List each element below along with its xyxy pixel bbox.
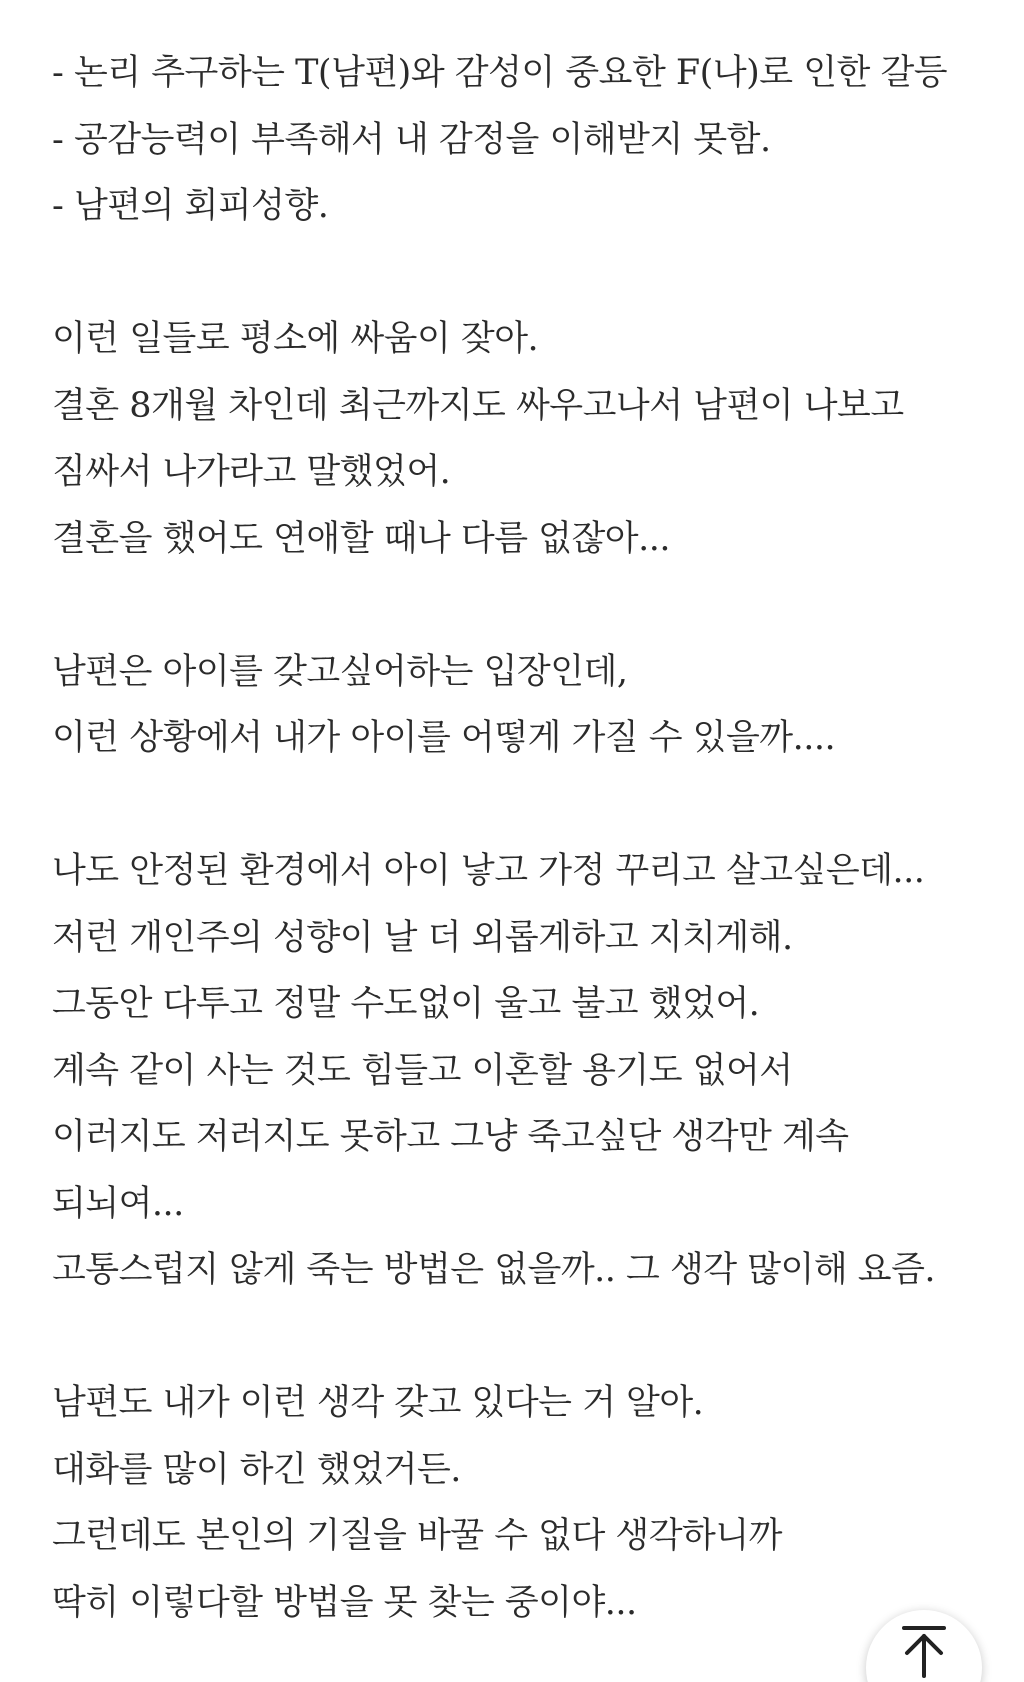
- text-line: 이런 상황에서 내가 아이를 어떻게 가질 수 있을까....: [52, 718, 836, 758]
- text-line: 되뇌여...: [52, 1183, 184, 1224]
- text-line: 남편은 아이를 갖고싶어하는 입장인데,: [52, 651, 628, 692]
- paragraph: [52, 40, 992, 240]
- text-line: 이러지도 저러지도 못하고 그냥 죽고싶단 생각만 계속: [52, 1117, 849, 1157]
- text-line: 그동안 다투고 정말 수도없이 울고 불고 했었어.: [52, 984, 760, 1024]
- text-line: 고통스럽지 않게 죽는 방법은 없을까.. 그 생각 많이해 요즘.: [52, 1250, 936, 1290]
- text-line: 그런데도 본인의 기질을 바꿀 수 없다 생각하니까: [52, 1516, 782, 1556]
- paragraph-spacer: [52, 240, 992, 307]
- paragraph: [52, 1370, 992, 1636]
- text-line: 결혼을 했어도 연애할 때나 다름 없잖아...: [52, 518, 670, 559]
- text-line: 계속 같이 사는 것도 힘들고 이혼할 용기도 없어서: [52, 1050, 793, 1091]
- text-line: 저런 개인주의 성향이 날 더 외롭게하고 지치게해.: [52, 917, 793, 958]
- text-line: 남편도 내가 이런 생각 갖고 있다는 거 알아.: [52, 1383, 704, 1423]
- text-line: 나도 안정된 환경에서 아이 낳고 가정 꾸리고 살고싶은데...: [52, 851, 925, 891]
- text-line: 짐싸서 나가라고 말했었어.: [52, 452, 451, 492]
- text-line: 대화를 많이 하긴 했었거든.: [52, 1449, 461, 1490]
- post-body: [52, 40, 992, 1636]
- text-line: - 남편의 회피성향.: [52, 186, 329, 226]
- paragraph-spacer: [52, 1304, 992, 1371]
- text-line: - 논리 추구하는 T(남편)와 감성이 중요한 F(나)로 인한 갈등: [52, 53, 948, 93]
- text-line: 이런 일들로 평소에 싸움이 잦아.: [52, 319, 539, 359]
- paragraph-spacer: [52, 772, 992, 839]
- text-line: - 공감능력이 부족해서 내 감정을 이해받지 못함.: [52, 119, 771, 160]
- paragraph: [52, 838, 992, 1304]
- paragraph: [52, 639, 992, 772]
- arrow-up-icon: [901, 1624, 947, 1678]
- text-line: 결혼 8개월 차인데 최근까지도 싸우고나서 남편이 나보고: [52, 385, 904, 426]
- text-line: 딱히 이렇다할 방법을 못 찾는 중이야...: [52, 1582, 637, 1623]
- paragraph-spacer: [52, 572, 992, 639]
- paragraph: [52, 306, 992, 572]
